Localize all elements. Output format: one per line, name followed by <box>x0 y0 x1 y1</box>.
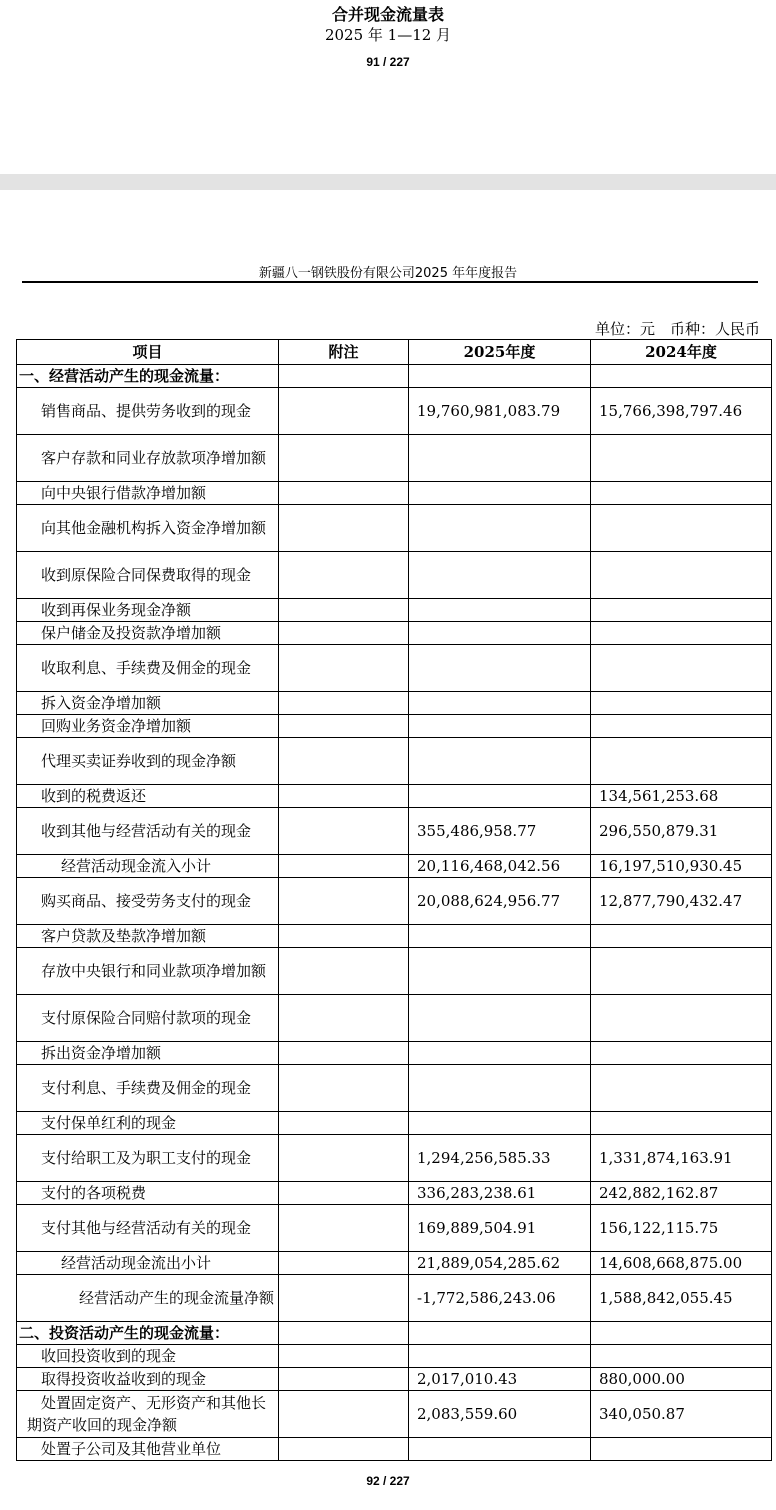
table-row <box>17 692 772 715</box>
table-row-subtotal <box>17 855 772 878</box>
row-value-2024 <box>591 948 772 995</box>
row-value-2025: 21,889,054,285.62 <box>409 1252 591 1275</box>
row-value-2024: 14,608,668,875.00 <box>591 1252 772 1275</box>
row-note <box>279 925 409 948</box>
row-value-2024: 12,877,790,432.47 <box>591 878 772 925</box>
row-value-2024: 1,331,874,163.91 <box>591 1135 772 1182</box>
row-value-2025 <box>409 692 591 715</box>
unit-currency-note: 单位：元 币种：人民币 <box>594 320 760 338</box>
row-item: 收取利息、手续费及佣金的现金 <box>17 645 279 692</box>
table-row <box>17 1135 772 1182</box>
row-item: 收到的税费返还 <box>17 785 279 808</box>
row-value-2024 <box>591 435 772 482</box>
row-value-2025 <box>409 505 591 552</box>
row-value-2025: -1,772,586,243.06 <box>409 1275 591 1322</box>
report-header: 新疆八一钢铁股份有限公司2025 年年度报告 <box>258 266 518 281</box>
row-note <box>279 1042 409 1065</box>
row-note <box>279 715 409 738</box>
row-value-2025 <box>409 925 591 948</box>
row-value-2025 <box>409 948 591 995</box>
table-row <box>17 1065 772 1112</box>
table-row <box>17 1368 772 1391</box>
row-value-2025 <box>409 1322 591 1345</box>
row-value-2024 <box>591 1322 772 1345</box>
row-item: 二、投资活动产生的现金流量： <box>17 1322 279 1345</box>
cash-flow-table <box>16 339 772 1461</box>
row-value-2024: 1,588,842,055.45 <box>591 1275 772 1322</box>
row-item: 处置固定资产、无形资产和其他长期资产收回的现金净额 <box>17 1391 279 1438</box>
row-item: 收到原保险合同保费取得的现金 <box>17 552 279 599</box>
row-note <box>279 505 409 552</box>
row-value-2025 <box>409 995 591 1042</box>
row-value-2025 <box>409 435 591 482</box>
row-value-2025: 1,294,256,585.33 <box>409 1135 591 1182</box>
row-item: 支付给职工及为职工支付的现金 <box>17 1135 279 1182</box>
row-note <box>279 1345 409 1368</box>
row-item: 支付其他与经营活动有关的现金 <box>17 1205 279 1252</box>
table-row <box>17 388 772 435</box>
row-note <box>279 995 409 1042</box>
row-value-2024 <box>591 505 772 552</box>
table-row <box>17 645 772 692</box>
row-note <box>279 808 409 855</box>
row-item: 向其他金融机构拆入资金净增加额 <box>17 505 279 552</box>
table-row <box>17 1205 772 1252</box>
row-value-2024 <box>591 645 772 692</box>
table-row <box>17 1391 772 1438</box>
row-item: 购买商品、接受劳务支付的现金 <box>17 878 279 925</box>
row-item: 客户贷款及垫款净增加额 <box>17 925 279 948</box>
row-note <box>279 1322 409 1345</box>
table-row <box>17 738 772 785</box>
row-value-2025: 2,083,559.60 <box>409 1391 591 1438</box>
row-note <box>279 1135 409 1182</box>
row-value-2024 <box>591 925 772 948</box>
table-row <box>17 1112 772 1135</box>
page-separator <box>0 174 776 190</box>
table-row <box>17 785 772 808</box>
row-value-2024 <box>591 599 772 622</box>
row-note <box>279 482 409 505</box>
row-value-2024 <box>591 738 772 785</box>
row-value-2024 <box>591 1345 772 1368</box>
row-value-2024: 16,197,510,930.45 <box>591 855 772 878</box>
table-row <box>17 1345 772 1368</box>
row-item: 支付原保险合同赔付款项的现金 <box>17 995 279 1042</box>
row-note <box>279 785 409 808</box>
row-value-2024: 880,000.00 <box>591 1368 772 1391</box>
row-note <box>279 692 409 715</box>
table-row <box>17 1322 772 1345</box>
row-item: 拆出资金净增加额 <box>17 1042 279 1065</box>
row-value-2025 <box>409 599 591 622</box>
row-note <box>279 855 409 878</box>
row-note <box>279 1182 409 1205</box>
statement-title: 合并现金流量表 <box>331 5 444 24</box>
row-item: 客户存款和同业存放款项净增加额 <box>17 435 279 482</box>
row-value-2025 <box>409 1438 591 1461</box>
row-item: 保户储金及投资款净增加额 <box>17 622 279 645</box>
row-value-2024 <box>591 482 772 505</box>
row-item: 支付利息、手续费及佣金的现金 <box>17 1065 279 1112</box>
row-item: 代理买卖证券收到的现金净额 <box>17 738 279 785</box>
row-item: 取得投资收益收到的现金 <box>17 1368 279 1391</box>
header-divider <box>22 281 758 283</box>
row-note <box>279 878 409 925</box>
table-row-net-total <box>17 1275 772 1322</box>
table-row-subtotal <box>17 1252 772 1275</box>
table-row <box>17 1042 772 1065</box>
previous-page-tail <box>0 0 776 174</box>
row-note <box>279 1391 409 1438</box>
row-value-2025 <box>409 365 591 388</box>
row-value-2025 <box>409 482 591 505</box>
table-row <box>17 808 772 855</box>
row-value-2024: 134,561,253.68 <box>591 785 772 808</box>
row-note <box>279 622 409 645</box>
row-note <box>279 365 409 388</box>
row-note <box>279 1368 409 1391</box>
row-value-2024 <box>591 1438 772 1461</box>
table-row <box>17 715 772 738</box>
row-value-2025 <box>409 1345 591 1368</box>
table-row <box>17 435 772 482</box>
table-row <box>17 925 772 948</box>
row-value-2024: 15,766,398,797.46 <box>591 388 772 435</box>
page-number-top: 91 / 227 <box>366 55 410 69</box>
row-value-2025 <box>409 622 591 645</box>
table-row <box>17 622 772 645</box>
row-note <box>279 645 409 692</box>
row-item: 存放中央银行和同业款项净增加额 <box>17 948 279 995</box>
row-value-2025: 20,088,624,956.77 <box>409 878 591 925</box>
row-value-2024: 156,122,115.75 <box>591 1205 772 1252</box>
row-value-2024: 340,050.87 <box>591 1391 772 1438</box>
row-value-2025 <box>409 552 591 599</box>
row-note <box>279 552 409 599</box>
row-value-2025: 20,116,468,042.56 <box>409 855 591 878</box>
row-value-2024: 296,550,879.31 <box>591 808 772 855</box>
row-item: 经营活动产生的现金流量净额 <box>17 1275 279 1322</box>
row-item: 回购业务资金净增加额 <box>17 715 279 738</box>
table-header-row <box>17 340 772 365</box>
row-note <box>279 388 409 435</box>
row-note <box>279 1065 409 1112</box>
table-row <box>17 552 772 599</box>
row-value-2024 <box>591 692 772 715</box>
col-header-note: 附注 <box>279 340 409 365</box>
row-value-2025: 169,889,504.91 <box>409 1205 591 1252</box>
row-value-2024 <box>591 622 772 645</box>
row-note <box>279 1205 409 1252</box>
row-note <box>279 738 409 785</box>
row-item: 经营活动现金流出小计 <box>17 1252 279 1275</box>
row-item: 拆入资金净增加额 <box>17 692 279 715</box>
row-note <box>279 1275 409 1322</box>
row-value-2024 <box>591 1065 772 1112</box>
row-value-2025 <box>409 785 591 808</box>
row-item: 支付的各项税费 <box>17 1182 279 1205</box>
table-row <box>17 505 772 552</box>
row-note <box>279 599 409 622</box>
row-value-2025: 355,486,958.77 <box>409 808 591 855</box>
statement-period: 2025 年 1—12 月 <box>324 26 452 44</box>
table-row <box>17 948 772 995</box>
table-row <box>17 599 772 622</box>
page-number-bottom: 92 / 227 <box>366 1474 410 1488</box>
row-value-2025 <box>409 645 591 692</box>
row-value-2024 <box>591 1112 772 1135</box>
row-value-2024 <box>591 1042 772 1065</box>
col-header-item: 项目 <box>17 340 279 365</box>
row-note <box>279 1112 409 1135</box>
table-row <box>17 1438 772 1461</box>
row-value-2025 <box>409 715 591 738</box>
row-value-2025: 336,283,238.61 <box>409 1182 591 1205</box>
row-item: 经营活动现金流入小计 <box>17 855 279 878</box>
row-item: 支付保单红利的现金 <box>17 1112 279 1135</box>
row-note <box>279 1252 409 1275</box>
table-row <box>17 878 772 925</box>
row-note <box>279 435 409 482</box>
row-value-2024 <box>591 715 772 738</box>
row-value-2025 <box>409 1065 591 1112</box>
row-value-2025 <box>409 1112 591 1135</box>
row-note <box>279 1438 409 1461</box>
table-row <box>17 1182 772 1205</box>
table-row <box>17 482 772 505</box>
row-note <box>279 948 409 995</box>
row-value-2025 <box>409 738 591 785</box>
row-item: 向中央银行借款净增加额 <box>17 482 279 505</box>
row-value-2024 <box>591 365 772 388</box>
table-row <box>17 365 772 388</box>
row-item: 收到再保业务现金净额 <box>17 599 279 622</box>
row-item: 销售商品、提供劳务收到的现金 <box>17 388 279 435</box>
table-row <box>17 995 772 1042</box>
row-value-2025: 2,017,010.43 <box>409 1368 591 1391</box>
row-value-2024 <box>591 995 772 1042</box>
row-item: 收回投资收到的现金 <box>17 1345 279 1368</box>
row-value-2024 <box>591 552 772 599</box>
row-value-2024: 242,882,162.87 <box>591 1182 772 1205</box>
row-item: 一、经营活动产生的现金流量： <box>17 365 279 388</box>
col-header-2025: 2025年度 <box>409 340 591 365</box>
row-value-2025 <box>409 1042 591 1065</box>
row-item: 处置子公司及其他营业单位 <box>17 1438 279 1461</box>
row-value-2025: 19,760,981,083.79 <box>409 388 591 435</box>
row-item: 收到其他与经营活动有关的现金 <box>17 808 279 855</box>
col-header-2024: 2024年度 <box>591 340 772 365</box>
